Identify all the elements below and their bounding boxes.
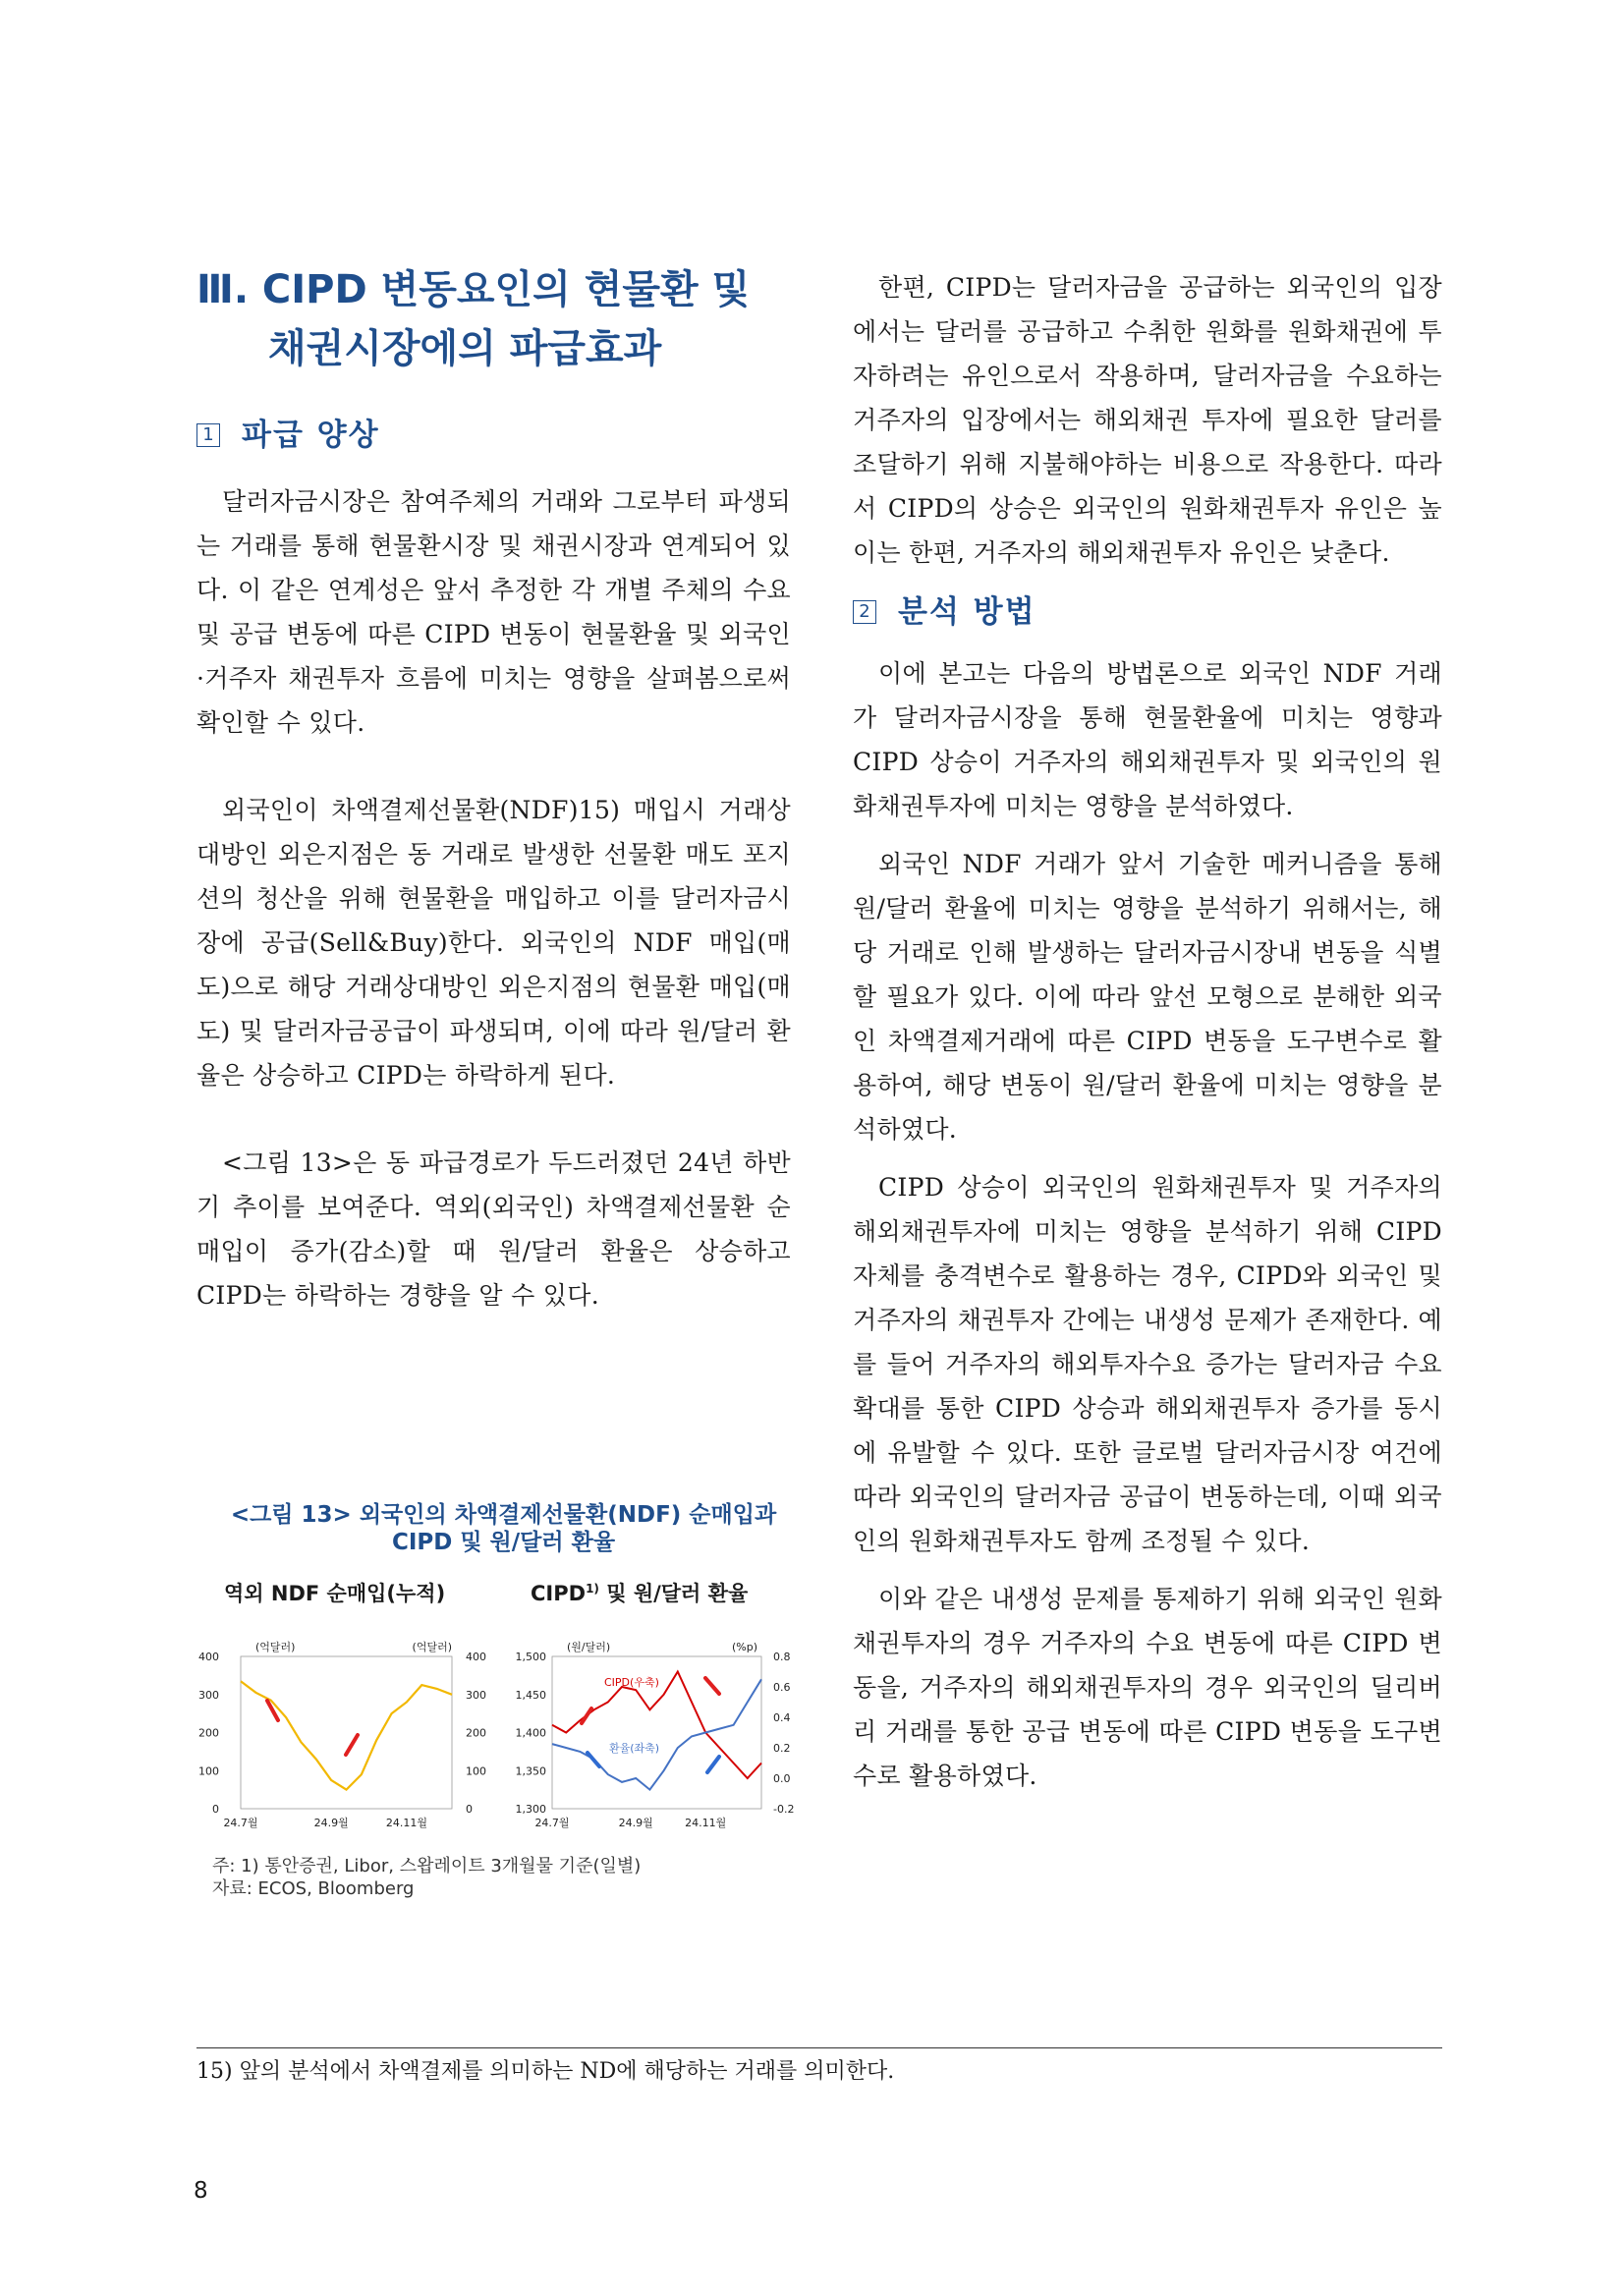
subsection-label: 분석 방법	[898, 594, 1036, 630]
y-tick-label: 0.0	[773, 1772, 791, 1785]
y-tick-label: 1,400	[515, 1726, 546, 1740]
y-tick-label: 0	[212, 1803, 219, 1816]
axis-unit-label: (억달러)	[255, 1641, 296, 1653]
subsection-1-heading	[196, 416, 791, 455]
y-tick-label: 300	[466, 1688, 486, 1702]
subsection-number: 1	[196, 423, 220, 447]
y-tick-label: 1,450	[515, 1688, 546, 1702]
footnote: 15) 앞의 분석에서 차액결제를 의미하는 ND에 해당하는 거래를 의미한다.	[196, 2059, 895, 2084]
y-tick-label: 400	[466, 1651, 486, 1663]
paragraph: 외국인이 차액결제선물환(NDF)15) 매입시 거래상대방인 외은지점은 동 거래로 발생한 선물환 매도 포지션의 청산을 위해 현물환을 매입하고 이를 달러자금시장에 공급(Sell&Buy)한다. 외국인의 NDF 매입(매도)으로 해당 거래상대방인 외은지점의 현물환 매입(매도) 및 달러자금공급이 파생되며, 이에 따라 원/달러 환율은 상승하고 CIPD는 하락하게 된다.	[196, 796, 791, 1090]
paragraph: 이에 본고는 다음의 방법론으로 외국인 NDF 거래가 달러자금시장을 통해 현물환율에 미치는 영향과 CIPD 상승이 거주자의 해외채권투자 및 외국인의 원화채권투자에 미치는 영향을 분석하였다.	[853, 659, 1442, 820]
right-panel-title	[531, 1578, 748, 1607]
paragraph: 외국인 NDF 거래가 앞서 기술한 메커니즘을 통해 원/달러 환율에 미치는 영향을 분석하기 위해서는, 해당 거래로 인해 발생하는 달러자금시장내 변동을 식별할 필요가 있다. 이에 따라 앞선 모형으로 분해한 외국인 차액결제거래에 따른 CIPD 변동을 도구변수로 활용하여, 해당 변동이 원/달러 환율에 미치는 영향을 분석하였다.	[853, 850, 1442, 1144]
paragraph: 이와 같은 내생성 문제를 통제하기 위해 외국인 원화채권투자의 경우 거주자의 수요 변동에 따른 CIPD 변동을, 거주자의 해외채권투자의 경우 외국인의 딜리버리 거래를 통한 공급 변동에 따른 CIPD 변동을 도구변수로 활용하였다.	[853, 1585, 1442, 1790]
section-title	[196, 260, 791, 378]
figure-13	[196, 1501, 811, 1914]
figure-title-line2: CIPD 및 원/달러 환율	[391, 1530, 616, 1555]
annotation-arrow-up	[707, 1757, 719, 1772]
series-line	[552, 1679, 761, 1789]
left-panel-title: 역외 NDF 순매입(누적)	[224, 1582, 446, 1605]
y-tick-label: 0.6	[773, 1681, 791, 1694]
x-tick-label: 24.7월	[223, 1817, 258, 1829]
section-title-line1: Ⅲ. CIPD 변동요인의 현물환 및	[196, 267, 751, 312]
y-tick-label: 0.4	[773, 1711, 791, 1724]
y-tick-label: 1,500	[515, 1651, 546, 1663]
paragraph: 한편, CIPD는 달러자금을 공급하는 외국인의 입장에서는 달러를 공급하고 수취한 원화를 원화채권에 투자하려는 유인으로서 작용하며, 달러자금을 수요하는 거주자의 입장에서는 해외채권 투자에 필요한 달러를 조달하기 위해 지불해야하는 비용으로 작용한다. 따라서 CIPD의 상승은 외국인의 원화채권투자 유인은 높이는 한편, 거주자의 해외채권투자 유인은 낮춘다.	[853, 273, 1442, 567]
x-tick-label: 24.9월	[618, 1817, 653, 1829]
series-label: 환율(좌축)	[609, 1742, 660, 1755]
x-tick-label: 24.9월	[313, 1817, 349, 1829]
x-tick-label: 24.7월	[534, 1817, 570, 1829]
axis-unit-label: (원/달러)	[567, 1641, 611, 1653]
y-tick-label: 100	[466, 1764, 486, 1778]
y-tick-label: 300	[198, 1688, 219, 1702]
figure-charts	[196, 1617, 811, 1863]
right-panel-title-sup: 1)	[586, 1582, 599, 1596]
footnote-divider	[196, 2047, 1442, 2048]
right-panel-title-main: CIPD	[531, 1582, 587, 1605]
y-tick-label: 1,300	[515, 1803, 546, 1816]
x-tick-label: 24.11월	[385, 1817, 427, 1829]
figure-title-line1: <그림 13> 외국인의 차액결제선물환(NDF) 순매입과	[230, 1502, 777, 1528]
y-tick-label: 0.8	[773, 1651, 791, 1663]
right-panel-title-rest: 및 원/달러 환율	[598, 1582, 749, 1605]
axis-unit-label: (억달러)	[412, 1641, 452, 1653]
y-tick-label: 200	[466, 1726, 486, 1740]
series-label: CIPD(우축)	[604, 1676, 659, 1689]
page-number: 8	[194, 2178, 208, 2204]
paragraph: CIPD 상승이 외국인의 원화채권투자 및 거주자의 해외채권투자에 미치는 영향을 분석하기 위해 CIPD 자체를 충격변수로 활용하는 경우, CIPD와 외국인 및 거주자의 채권투자 간에는 내생성 문제가 존재한다. 예를 들어 거주자의 해외투자수요 증가는 달러자금 수요 확대를 통한 CIPD 상승과 해외채권투자 증가를 동시에 유발할 수 있다. 또한 글로벌 달러자금시장 여건에 따라 외국인의 달러자금 공급이 변동하는데, 이때 외국인의 원화채권투자도 함께 조정될 수 있다.	[853, 1173, 1442, 1555]
figure-source: 자료: ECOS, Bloomberg	[212, 1878, 415, 1899]
series-line	[241, 1681, 452, 1789]
axis-unit-label: (%p)	[731, 1641, 757, 1653]
annotation-arrow-up	[346, 1735, 358, 1755]
annotation-arrow-down	[588, 1753, 599, 1766]
y-tick-label: 400	[198, 1651, 219, 1663]
paragraph: 달러자금시장은 참여주체의 거래와 그로부터 파생되는 거래를 통해 현물환시장 및 채권시장과 연계되어 있다. 이 같은 연계성은 앞서 추정한 각 개별 주체의 수요 및 공급 변동에 따른 CIPD 변동이 현물환율 및 외국인·거주자 채권투자 흐름에 미치는 영향을 살펴봄으로써 확인할 수 있다.	[196, 487, 791, 737]
section-title-line2: 채권시장에의 파급효과	[268, 326, 662, 371]
right-column	[853, 265, 1442, 1798]
left-column	[196, 260, 791, 1317]
x-tick-label: 24.11월	[685, 1817, 727, 1829]
annotation-arrow-up	[582, 1708, 591, 1723]
y-tick-label: 200	[198, 1726, 219, 1740]
y-tick-label: -0.2	[773, 1803, 795, 1816]
subsection-2-heading	[853, 592, 1442, 632]
y-tick-label: 0.2	[773, 1742, 791, 1755]
plot-frame	[241, 1656, 452, 1809]
subsection-label: 파급 양상	[242, 418, 380, 453]
figure-note: 주: 1) 통안증권, Libor, 스왑레이트 3개월물 기준(일별)	[212, 1856, 642, 1876]
y-tick-label: 0	[466, 1803, 473, 1816]
y-tick-label: 100	[198, 1764, 219, 1778]
annotation-arrow-down	[705, 1678, 719, 1694]
paragraph: <그림 13>은 동 파급경로가 두드러졌던 24년 하반기 추이를 보여준다. 역외(외국인) 차액결제선물환 순매입이 증가(감소)할 때 원/달러 환율은 상승하고 CIPD는 하락하는 경향을 알 수 있다.	[196, 1148, 791, 1310]
y-tick-label: 1,350	[515, 1764, 546, 1778]
subsection-number: 2	[853, 600, 876, 624]
